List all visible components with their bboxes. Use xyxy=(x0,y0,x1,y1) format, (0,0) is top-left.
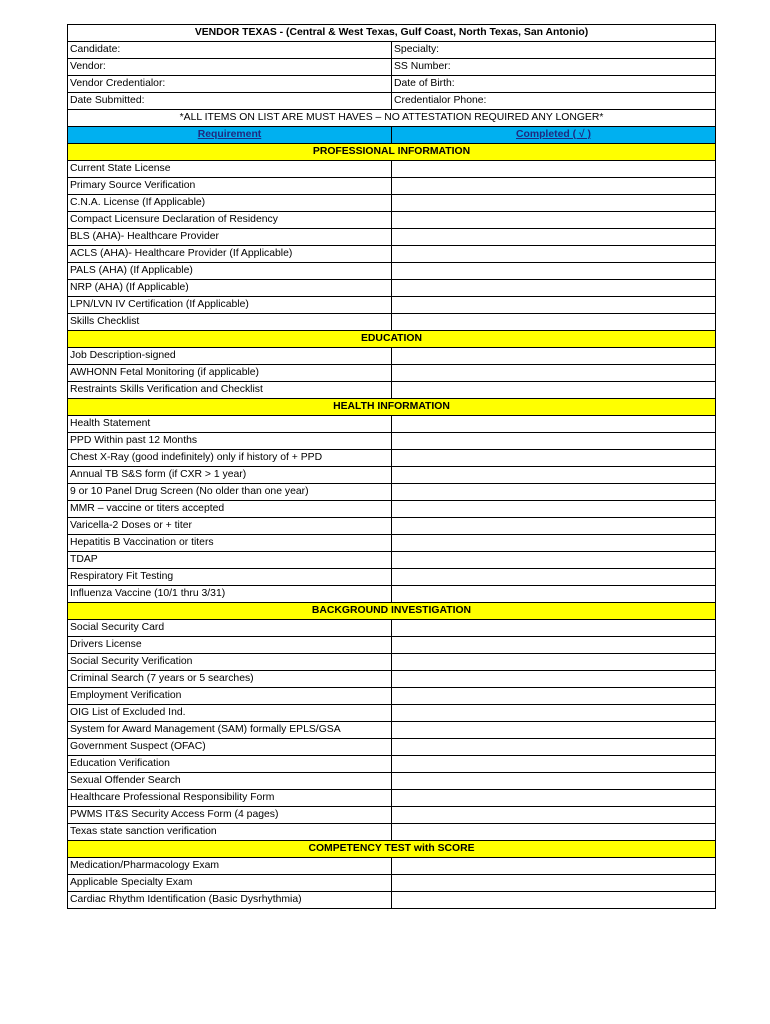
requirement-label: AWHONN Fetal Monitoring (if applicable) xyxy=(68,365,392,382)
info-candidate-field[interactable]: Candidate: xyxy=(68,42,392,59)
requirement-row xyxy=(68,246,716,263)
form-title: VENDOR TEXAS - (Central & West Texas, Gulf Coast, North Texas, San Antonio) xyxy=(68,25,716,42)
section-header-row xyxy=(68,331,716,348)
completed-checkbox-cell[interactable] xyxy=(392,790,716,807)
info-vendor-credentialor-field[interactable]: Vendor Credentialor: xyxy=(68,76,392,93)
credential-checklist-table xyxy=(67,24,716,909)
info-date-submitted-field[interactable]: Date Submitted: xyxy=(68,93,392,110)
section-title: COMPETENCY TEST with SCORE xyxy=(68,841,716,858)
requirement-row xyxy=(68,824,716,841)
requirement-row xyxy=(68,297,716,314)
requirement-row xyxy=(68,365,716,382)
requirement-label: C.N.A. License (If Applicable) xyxy=(68,195,392,212)
completed-checkbox-cell[interactable] xyxy=(392,637,716,654)
completed-checkbox-cell[interactable] xyxy=(392,467,716,484)
notice-text: *ALL ITEMS ON LIST ARE MUST HAVES – NO ATTESTATION REQUIRED ANY LONGER* xyxy=(68,110,716,127)
completed-checkbox-cell[interactable] xyxy=(392,875,716,892)
completed-column-header: Completed ( √ ) xyxy=(392,127,716,144)
requirement-row xyxy=(68,263,716,280)
requirement-label: Chest X-Ray (good indefinitely) only if history of + PPD xyxy=(68,450,392,467)
requirement-label: BLS (AHA)- Healthcare Provider xyxy=(68,229,392,246)
section-title: HEALTH INFORMATION xyxy=(68,399,716,416)
checklist-body xyxy=(68,25,716,909)
requirement-label: NRP (AHA) (If Applicable) xyxy=(68,280,392,297)
requirement-label: Drivers License xyxy=(68,637,392,654)
requirement-row xyxy=(68,382,716,399)
requirement-row xyxy=(68,620,716,637)
requirement-label: Employment Verification xyxy=(68,688,392,705)
requirement-label: Primary Source Verification xyxy=(68,178,392,195)
completed-checkbox-cell[interactable] xyxy=(392,280,716,297)
requirement-row xyxy=(68,501,716,518)
completed-checkbox-cell[interactable] xyxy=(392,773,716,790)
completed-checkbox-cell[interactable] xyxy=(392,348,716,365)
requirement-row xyxy=(68,637,716,654)
completed-checkbox-cell[interactable] xyxy=(392,297,716,314)
info-row xyxy=(68,93,716,110)
completed-checkbox-cell[interactable] xyxy=(392,433,716,450)
requirement-row xyxy=(68,790,716,807)
requirement-row xyxy=(68,722,716,739)
requirement-label: Skills Checklist xyxy=(68,314,392,331)
requirement-label: Varicella-2 Doses or + titer xyxy=(68,518,392,535)
completed-checkbox-cell[interactable] xyxy=(392,739,716,756)
completed-checkbox-cell[interactable] xyxy=(392,858,716,875)
requirement-row xyxy=(68,688,716,705)
completed-checkbox-cell[interactable] xyxy=(392,586,716,603)
requirement-row xyxy=(68,161,716,178)
completed-checkbox-cell[interactable] xyxy=(392,518,716,535)
title-row xyxy=(68,25,716,42)
requirement-row xyxy=(68,739,716,756)
completed-checkbox-cell[interactable] xyxy=(392,178,716,195)
info-ss-number-field[interactable]: SS Number: xyxy=(392,59,716,76)
requirement-column-header: Requirement xyxy=(68,127,392,144)
info-row xyxy=(68,59,716,76)
completed-checkbox-cell[interactable] xyxy=(392,229,716,246)
requirement-label: Annual TB S&S form (if CXR > 1 year) xyxy=(68,467,392,484)
completed-checkbox-cell[interactable] xyxy=(392,620,716,637)
requirement-row xyxy=(68,875,716,892)
requirement-label: Government Suspect (OFAC) xyxy=(68,739,392,756)
requirement-label: Social Security Verification xyxy=(68,654,392,671)
requirement-row xyxy=(68,705,716,722)
requirement-row xyxy=(68,552,716,569)
completed-checkbox-cell[interactable] xyxy=(392,246,716,263)
requirement-row xyxy=(68,773,716,790)
requirement-label: Cardiac Rhythm Identification (Basic Dysrhythmia) xyxy=(68,892,392,909)
completed-checkbox-cell[interactable] xyxy=(392,416,716,433)
requirement-row xyxy=(68,654,716,671)
section-header-row xyxy=(68,144,716,161)
info-vendor-field[interactable]: Vendor: xyxy=(68,59,392,76)
info-specialty-field[interactable]: Specialty: xyxy=(392,42,716,59)
info-row xyxy=(68,42,716,59)
requirement-label: OIG List of Excluded Ind. xyxy=(68,705,392,722)
requirement-label: MMR – vaccine or titers accepted xyxy=(68,501,392,518)
requirement-row xyxy=(68,467,716,484)
requirement-label: Respiratory Fit Testing xyxy=(68,569,392,586)
requirement-row xyxy=(68,178,716,195)
requirement-row xyxy=(68,416,716,433)
requirement-label: Social Security Card xyxy=(68,620,392,637)
completed-checkbox-cell[interactable] xyxy=(392,705,716,722)
requirement-label: LPN/LVN IV Certification (If Applicable) xyxy=(68,297,392,314)
requirement-row xyxy=(68,212,716,229)
completed-checkbox-cell[interactable] xyxy=(392,671,716,688)
completed-checkbox-cell[interactable] xyxy=(392,314,716,331)
completed-checkbox-cell[interactable] xyxy=(392,535,716,552)
requirement-label: Job Description-signed xyxy=(68,348,392,365)
completed-checkbox-cell[interactable] xyxy=(392,892,716,909)
requirement-row xyxy=(68,858,716,875)
requirement-label: ACLS (AHA)- Healthcare Provider (If Applicable) xyxy=(68,246,392,263)
requirement-label: Criminal Search (7 years or 5 searches) xyxy=(68,671,392,688)
requirement-label: PWMS IT&S Security Access Form (4 pages) xyxy=(68,807,392,824)
section-title: PROFESSIONAL INFORMATION xyxy=(68,144,716,161)
completed-checkbox-cell[interactable] xyxy=(392,688,716,705)
requirement-row xyxy=(68,229,716,246)
requirement-row xyxy=(68,756,716,773)
requirement-label: Medication/Pharmacology Exam xyxy=(68,858,392,875)
requirement-label: Current State License xyxy=(68,161,392,178)
requirement-row xyxy=(68,450,716,467)
notice-row xyxy=(68,110,716,127)
requirement-row xyxy=(68,807,716,824)
completed-checkbox-cell[interactable] xyxy=(392,450,716,467)
completed-checkbox-cell[interactable] xyxy=(392,212,716,229)
requirement-label: 9 or 10 Panel Drug Screen (No older than one year) xyxy=(68,484,392,501)
requirement-row xyxy=(68,314,716,331)
completed-checkbox-cell[interactable] xyxy=(392,807,716,824)
requirement-label: Influenza Vaccine (10/1 thru 3/31) xyxy=(68,586,392,603)
info-credentialor-phone-field[interactable]: Credentialor Phone: xyxy=(392,93,716,110)
requirement-label: Compact Licensure Declaration of Residency xyxy=(68,212,392,229)
completed-checkbox-cell[interactable] xyxy=(392,824,716,841)
requirement-row xyxy=(68,195,716,212)
requirement-row xyxy=(68,518,716,535)
requirement-label: PALS (AHA) (If Applicable) xyxy=(68,263,392,280)
section-header-row xyxy=(68,603,716,620)
completed-checkbox-cell[interactable] xyxy=(392,484,716,501)
requirement-row xyxy=(68,348,716,365)
requirement-label: Education Verification xyxy=(68,756,392,773)
requirement-row xyxy=(68,892,716,909)
section-title: EDUCATION xyxy=(68,331,716,348)
requirement-row xyxy=(68,484,716,501)
completed-checkbox-cell[interactable] xyxy=(392,756,716,773)
completed-checkbox-cell[interactable] xyxy=(392,195,716,212)
info-date-of-birth-field[interactable]: Date of Birth: xyxy=(392,76,716,93)
section-title: BACKGROUND INVESTIGATION xyxy=(68,603,716,620)
requirement-row xyxy=(68,671,716,688)
requirement-label: Applicable Specialty Exam xyxy=(68,875,392,892)
completed-checkbox-cell[interactable] xyxy=(392,569,716,586)
section-header-row xyxy=(68,841,716,858)
requirement-label: Restraints Skills Verification and Checklist xyxy=(68,382,392,399)
requirement-row xyxy=(68,280,716,297)
requirement-row xyxy=(68,535,716,552)
section-header-row xyxy=(68,399,716,416)
requirement-row xyxy=(68,586,716,603)
requirement-label: Health Statement xyxy=(68,416,392,433)
completed-checkbox-cell[interactable] xyxy=(392,263,716,280)
completed-checkbox-cell[interactable] xyxy=(392,552,716,569)
completed-checkbox-cell[interactable] xyxy=(392,382,716,399)
info-row xyxy=(68,76,716,93)
requirement-label: Healthcare Professional Responsibility Form xyxy=(68,790,392,807)
requirement-row xyxy=(68,433,716,450)
requirement-label: Sexual Offender Search xyxy=(68,773,392,790)
completed-checkbox-cell[interactable] xyxy=(392,722,716,739)
completed-checkbox-cell[interactable] xyxy=(392,654,716,671)
completed-checkbox-cell[interactable] xyxy=(392,501,716,518)
completed-checkbox-cell[interactable] xyxy=(392,161,716,178)
requirement-label: System for Award Management (SAM) formally EPLS/GSA xyxy=(68,722,392,739)
column-header-row xyxy=(68,127,716,144)
requirement-label: TDAP xyxy=(68,552,392,569)
requirement-row xyxy=(68,569,716,586)
requirement-label: PPD Within past 12 Months xyxy=(68,433,392,450)
completed-checkbox-cell[interactable] xyxy=(392,365,716,382)
requirement-label: Texas state sanction verification xyxy=(68,824,392,841)
requirement-label: Hepatitis B Vaccination or titers xyxy=(68,535,392,552)
